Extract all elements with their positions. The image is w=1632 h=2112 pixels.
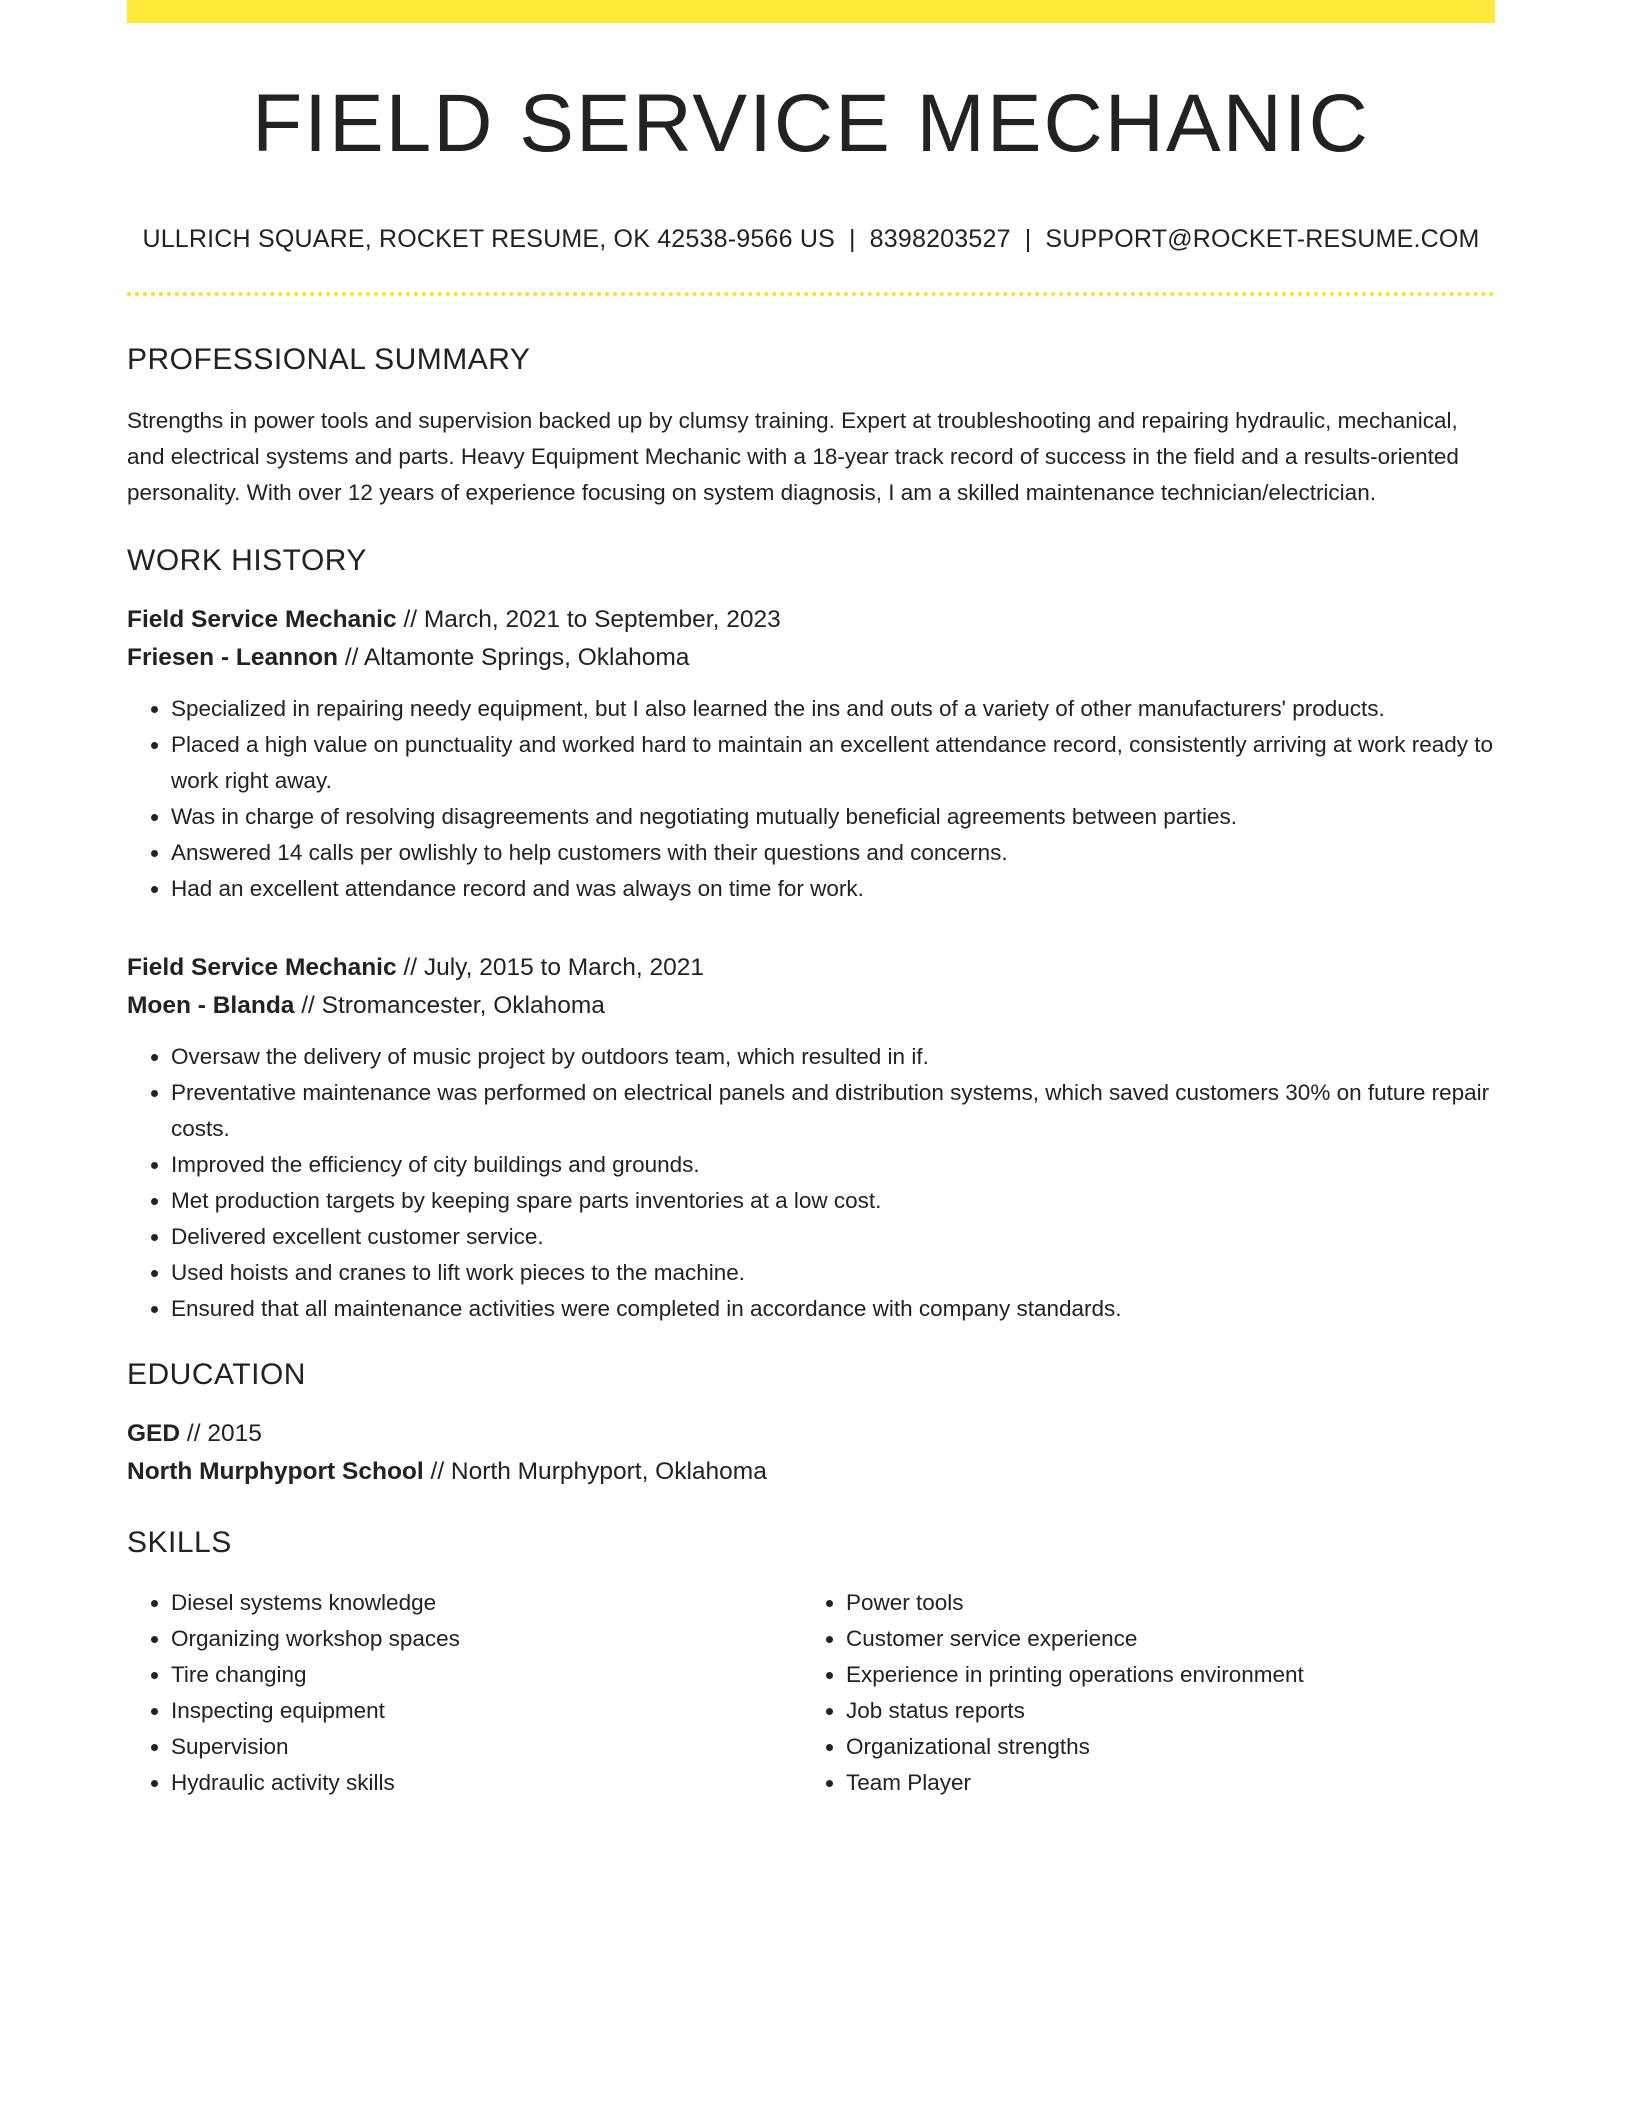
job-bullet: • Improved the efficiency of city buildings and grounds. <box>171 1147 1495 1183</box>
skill-item: • Supervision <box>171 1729 802 1765</box>
job-role: Field Service Mechanic <box>127 606 397 633</box>
job-company-line <box>127 639 1495 677</box>
resume-page <box>127 0 1495 1801</box>
job-bullet: • Was in charge of resolving disagreements and negotiating mutually beneficial agreements between parties. <box>171 799 1495 835</box>
job-location: // Stromancester, Oklahoma <box>301 992 605 1019</box>
skill-item: • Hydraulic activity skills <box>171 1765 802 1801</box>
job-company: Moen - Blanda <box>127 992 295 1019</box>
education-location: // North Murphyport, Oklahoma <box>430 1458 767 1485</box>
skill-item: • Diesel systems knowledge <box>171 1585 802 1621</box>
job-role-line <box>127 601 1495 639</box>
contact-separator: | <box>1024 225 1032 253</box>
job-entry <box>127 601 1495 907</box>
header-divider <box>127 292 1495 296</box>
contact-address: ULLRICH SQUARE, ROCKET RESUME, OK 42538-9566 US <box>142 225 835 253</box>
job-bullet: • Used hoists and cranes to lift work pieces to the machine. <box>171 1255 1495 1291</box>
job-company: Friesen - Leannon <box>127 644 339 671</box>
job-location: // Altamonte Springs, Oklahoma <box>344 644 690 671</box>
summary-text: Strengths in power tools and supervision backed up by clumsy training. Expert at troubleshooting and repairing hydraulic, mechanical, and electrical systems and parts. Heavy Equipment Mechanic with a 18-year track record of success in the field and a results-oriented personality. With over 12 years of experience focusing on system diagnosis, I am a skilled maintenance technician/electrician. <box>127 408 1459 505</box>
job-entry <box>127 949 1495 1327</box>
skill-item: • Team Player <box>846 1765 1477 1801</box>
job-bullets <box>127 691 1495 907</box>
job-bullet: • Had an excellent attendance record and was always on time for work. <box>171 871 1495 907</box>
skills-column-left <box>127 1585 802 1801</box>
job-dates: // July, 2015 to March, 2021 <box>403 954 704 981</box>
education-entry <box>127 1415 1495 1491</box>
work-history-heading: WORK HISTORY <box>127 544 367 577</box>
education-school-line <box>127 1453 1495 1491</box>
skills-column-right <box>802 1585 1477 1801</box>
contact-line <box>127 225 1495 254</box>
job-bullets <box>127 1039 1495 1327</box>
job-dates: // March, 2021 to September, 2023 <box>403 606 781 633</box>
skills-list <box>127 1585 1495 1801</box>
skill-item: • Job status reports <box>846 1693 1477 1729</box>
skill-item: • Organizing workshop spaces <box>171 1621 802 1657</box>
job-role-line <box>127 949 1495 987</box>
skill-item: • Tire changing <box>171 1657 802 1693</box>
education-school: North Murphyport School <box>127 1458 424 1485</box>
contact-phone: 8398203527 <box>869 225 1011 253</box>
skill-item: • Inspecting equipment <box>171 1693 802 1729</box>
resume-title: FIELD SERVICE MECHANIC <box>252 78 1370 169</box>
job-role: Field Service Mechanic <box>127 954 397 981</box>
job-company-line <box>127 987 1495 1025</box>
summary-heading: PROFESSIONAL SUMMARY <box>127 343 531 376</box>
education-degree: GED <box>127 1420 181 1447</box>
job-bullet: • Oversaw the delivery of music project by outdoors team, which resulted in if. <box>171 1039 1495 1075</box>
education-heading: EDUCATION <box>127 1358 306 1391</box>
job-bullet: • Ensured that all maintenance activities were completed in accordance with company standards. <box>171 1291 1495 1327</box>
skill-item: • Organizational strengths <box>846 1729 1477 1765</box>
top-accent-bar <box>127 0 1495 23</box>
skill-item: • Experience in printing operations environment <box>846 1657 1477 1693</box>
job-bullet: • Preventative maintenance was performed on electrical panels and distribution systems, which saved customers 30% on future repair costs. <box>171 1075 1495 1147</box>
job-bullet: • Placed a high value on punctuality and worked hard to maintain an excellent attendance record, consistently arriving at work ready to work right away. <box>171 727 1495 799</box>
education-degree-line <box>127 1415 1495 1453</box>
contact-separator: | <box>848 225 856 253</box>
skills-heading: SKILLS <box>127 1526 232 1559</box>
job-bullet: • Delivered excellent customer service. <box>171 1219 1495 1255</box>
education-year: // 2015 <box>186 1420 262 1447</box>
job-bullet: • Answered 14 calls per owlishly to help customers with their questions and concerns. <box>171 835 1495 871</box>
contact-email: SUPPORT@ROCKET-RESUME.COM <box>1045 225 1480 253</box>
skill-item: • Customer service experience <box>846 1621 1477 1657</box>
skill-item: • Power tools <box>846 1585 1477 1621</box>
job-bullet: • Specialized in repairing needy equipment, but I also learned the ins and outs of a variety of other manufacturers' products. <box>171 691 1495 727</box>
job-bullet: • Met production targets by keeping spare parts inventories at a low cost. <box>171 1183 1495 1219</box>
